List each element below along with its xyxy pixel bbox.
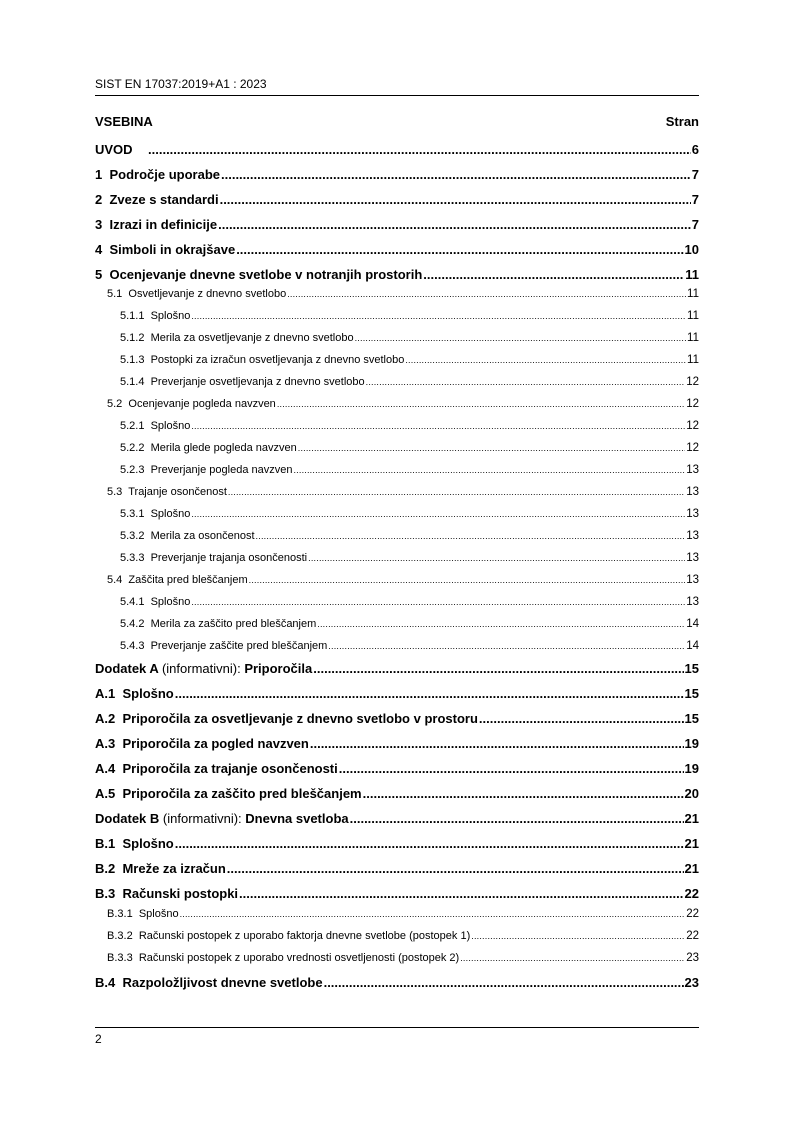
toc-entry[interactable] <box>95 596 699 608</box>
toc-entry-title: Priporočila <box>244 661 313 676</box>
toc-entry-page: 15 <box>684 711 699 726</box>
toc-entry[interactable] <box>95 354 699 366</box>
toc-entry-title: Splošno <box>138 908 179 920</box>
toc-entry-number: 5 <box>95 267 103 282</box>
toc-entry[interactable] <box>95 420 699 432</box>
toc-entry[interactable] <box>95 952 699 964</box>
toc-entry-page: 22 <box>686 930 699 942</box>
toc-entry-number: Dodatek A <box>95 661 159 676</box>
toc-entry[interactable] <box>95 761 699 776</box>
toc-entry[interactable] <box>95 908 699 920</box>
page-number: 2 <box>95 1032 102 1046</box>
toc-entry-number: 3 <box>95 217 103 232</box>
toc-entry[interactable] <box>95 640 699 652</box>
toc-entry-page: 11 <box>687 354 699 366</box>
toc-entry[interactable] <box>95 552 699 564</box>
toc-entry-page: 11 <box>687 310 699 322</box>
toc-entry[interactable] <box>95 811 699 826</box>
toc-entry-page: 11 <box>687 332 699 344</box>
toc-entry-page: 12 <box>686 442 699 454</box>
toc-entry-title: Osvetljevanje z dnevno svetlobo <box>128 288 287 300</box>
toc-entry[interactable] <box>95 310 699 322</box>
toc-entry-page: 14 <box>686 640 699 652</box>
toc-entry[interactable] <box>95 288 699 300</box>
toc-entry-page: 11 <box>685 267 699 282</box>
toc-entry-number: 4 <box>95 242 103 257</box>
toc-entry[interactable] <box>95 267 699 282</box>
toc-entry-title: Splošno <box>150 596 191 608</box>
toc-entry[interactable] <box>95 686 699 701</box>
toc-entry-page: 20 <box>684 786 699 801</box>
toc-entry-number: 5.1.4 <box>120 376 145 388</box>
toc-entry-title: Splošno <box>122 686 174 701</box>
footer-divider <box>95 1027 699 1028</box>
toc-entry-page: 13 <box>686 574 699 586</box>
toc-entry-title: Mreže za izračun <box>122 861 226 876</box>
toc-entry-annex-type: (informativni): <box>161 661 241 676</box>
toc-entry-number: 5.4.3 <box>120 640 145 652</box>
toc-entry-page: 10 <box>684 242 699 257</box>
toc-entry-title: Splošno <box>150 310 191 322</box>
toc-entry[interactable] <box>95 508 699 520</box>
toc-entry-title: Splošno <box>122 836 174 851</box>
toc-entry-page: 13 <box>686 530 699 542</box>
toc-entry-number: 5.1 <box>107 288 123 300</box>
toc-entry-number: B.3.3 <box>107 952 133 964</box>
toc-entry-title: Zaščita pred bleščanjem <box>128 574 248 586</box>
toc-entry-title: Splošno <box>150 508 191 520</box>
toc-entry-number: 5.2.2 <box>120 442 145 454</box>
toc-entry[interactable] <box>95 142 699 157</box>
toc-entry-number: 5.1.1 <box>120 310 145 322</box>
toc-entry-page: 19 <box>684 761 699 776</box>
toc-entry-page: 15 <box>684 661 699 676</box>
toc-entry-number: B.1 <box>95 836 116 851</box>
toc-entry[interactable] <box>95 930 699 942</box>
toc-entry-number: A.4 <box>95 761 116 776</box>
toc-entry-number: 5.4.1 <box>120 596 145 608</box>
toc-entry-page: 13 <box>686 464 699 476</box>
toc-entry-number: B.4 <box>95 975 116 990</box>
toc-entry-number: A.2 <box>95 711 116 726</box>
toc-entry-number: 5.3.1 <box>120 508 145 520</box>
toc-entry[interactable] <box>95 486 699 498</box>
toc-entry-page: 6 <box>691 142 699 157</box>
toc-entry[interactable] <box>95 217 699 232</box>
toc-entry-number: B.3 <box>95 886 116 901</box>
toc-entry-number: 5.2.3 <box>120 464 145 476</box>
toc-entry-title: Računski postopki <box>122 886 239 901</box>
toc-entry-title: Ocenjevanje dnevne svetlobe v notranjih prostorih <box>109 267 423 282</box>
toc-entry[interactable] <box>95 398 699 410</box>
toc-entry-title: Računski postopek z uporabo vrednosti osvetljenosti (postopek 2) <box>138 952 460 964</box>
toc-entry-number: 1 <box>95 167 103 182</box>
toc-entry-title: Priporočila za pogled navzven <box>122 736 309 751</box>
toc-entry-title: Ocenjevanje pogleda navzven <box>128 398 276 410</box>
toc-entry-number: 5.4 <box>107 574 123 586</box>
toc-entry-title: Preverjanje osvetljevanja z dnevno svetlobo <box>150 376 365 388</box>
toc-entry-number: B.2 <box>95 861 116 876</box>
toc-entry[interactable] <box>95 332 699 344</box>
toc-entry-page: 12 <box>686 420 699 432</box>
toc-entry-number: A.1 <box>95 686 116 701</box>
toc-entry-page: 12 <box>686 376 699 388</box>
toc-entry-title: Preverjanje trajanja osončenosti <box>150 552 308 564</box>
toc-entry-number: 5.3 <box>107 486 123 498</box>
toc-entry-page: 13 <box>686 486 699 498</box>
toc-entry-number: 5.2.1 <box>120 420 145 432</box>
toc-entry-page: 12 <box>686 398 699 410</box>
toc-entry-title: Splošno <box>150 420 191 432</box>
toc-entry-number: 5.1.2 <box>120 332 145 344</box>
toc-entry-number: A.5 <box>95 786 116 801</box>
toc-entry-number: A.3 <box>95 736 116 751</box>
toc-entry-title: Preverjanje pogleda navzven <box>150 464 293 476</box>
toc-title: VSEBINA <box>95 114 153 129</box>
toc-entry-page: 21 <box>684 861 699 876</box>
toc-entry-page: 7 <box>691 192 699 207</box>
toc-entry[interactable] <box>95 242 699 257</box>
toc-entry-number: UVOD <box>95 142 133 157</box>
toc-entry-title: Računski postopek z uporabo faktorja dnevne svetlobe (postopek 1) <box>138 930 471 942</box>
toc-entry[interactable] <box>95 618 699 630</box>
toc-entry-number: Dodatek B <box>95 811 160 826</box>
toc-entry-page: 21 <box>684 836 699 851</box>
standard-designation: SIST EN 17037:2019+A1 : 2023 <box>95 77 267 91</box>
toc-entry[interactable] <box>95 886 699 901</box>
toc-entry-title: Zveze s standardi <box>109 192 219 207</box>
toc-entry-page: 23 <box>686 952 699 964</box>
toc-entry[interactable] <box>95 464 699 476</box>
toc-entry[interactable] <box>95 442 699 454</box>
toc-entry-annex-type: (informativni): <box>162 811 242 826</box>
toc-entry[interactable] <box>95 530 699 542</box>
toc-entry-page: 22 <box>684 886 699 901</box>
toc-entry[interactable] <box>95 376 699 388</box>
header-divider <box>95 95 699 96</box>
toc-entry-page: 21 <box>684 811 699 826</box>
toc-entry-title: Izrazi in definicije <box>109 217 218 232</box>
toc-entry[interactable] <box>95 574 699 586</box>
toc-entry-number: 2 <box>95 192 103 207</box>
toc-entry-number: B.3.1 <box>107 908 133 920</box>
toc-entry[interactable] <box>95 192 699 207</box>
toc-entry-title: Trajanje osončenost <box>128 486 227 498</box>
toc-entry-number: 5.3.2 <box>120 530 145 542</box>
toc-entry-number: B.3.2 <box>107 930 133 942</box>
toc-entry-page: 14 <box>686 618 699 630</box>
toc-entry-title: Področje uporabe <box>109 167 220 182</box>
toc-entry-page: 13 <box>686 596 699 608</box>
toc-entry-title: Razpoložljivost dnevne svetlobe <box>122 975 323 990</box>
toc-entry[interactable] <box>95 711 699 726</box>
toc-entry-page: 22 <box>686 908 699 920</box>
toc-entry-page: 13 <box>686 508 699 520</box>
toc-entry-title: Merila za osončenost <box>150 530 255 542</box>
toc-entry-page: 15 <box>684 686 699 701</box>
toc-entry-title: Priporočila za osvetljevanje z dnevno svetlobo v prostoru <box>122 711 478 726</box>
toc-entry-title: Simboli in okrajšave <box>109 242 236 257</box>
toc-entry-number: 5.2 <box>107 398 123 410</box>
toc-entry-page: 11 <box>687 288 699 300</box>
toc-entry-title: Merila glede pogleda navzven <box>150 442 297 454</box>
toc-entry-number: 5.3.3 <box>120 552 145 564</box>
toc-entry-page: 13 <box>686 552 699 564</box>
toc-entry-page: 19 <box>684 736 699 751</box>
toc-entry[interactable] <box>95 975 699 990</box>
toc-entry[interactable] <box>95 167 699 182</box>
toc-entry[interactable] <box>95 661 699 676</box>
toc-entry-title: Postopki za izračun osvetljevanja z dnevno svetlobo <box>150 354 405 366</box>
toc-entry[interactable] <box>95 736 699 751</box>
toc-entry-title: Preverjanje zaščite pred bleščanjem <box>150 640 328 652</box>
toc-entry-number: 5.1.3 <box>120 354 145 366</box>
toc-entry-title: Merila za osvetljevanje z dnevno svetlobo <box>150 332 354 344</box>
toc-entry[interactable] <box>95 836 699 851</box>
toc-entry-number: 5.4.2 <box>120 618 145 630</box>
toc-entry-title: Priporočila za zaščito pred bleščanjem <box>122 786 362 801</box>
toc-entry-title: Merila za zaščito pred bleščanjem <box>150 618 317 630</box>
toc-entry-title: Dnevna svetloba <box>245 811 349 826</box>
toc-entry[interactable] <box>95 861 699 876</box>
toc-page-column-label: Stran <box>665 114 699 129</box>
toc-entry-title: Priporočila za trajanje osončenosti <box>122 761 338 776</box>
toc-entry-page: 23 <box>684 975 699 990</box>
toc-entry-page: 7 <box>691 167 699 182</box>
toc-entry-page: 7 <box>691 217 699 232</box>
toc-entry[interactable] <box>95 786 699 801</box>
